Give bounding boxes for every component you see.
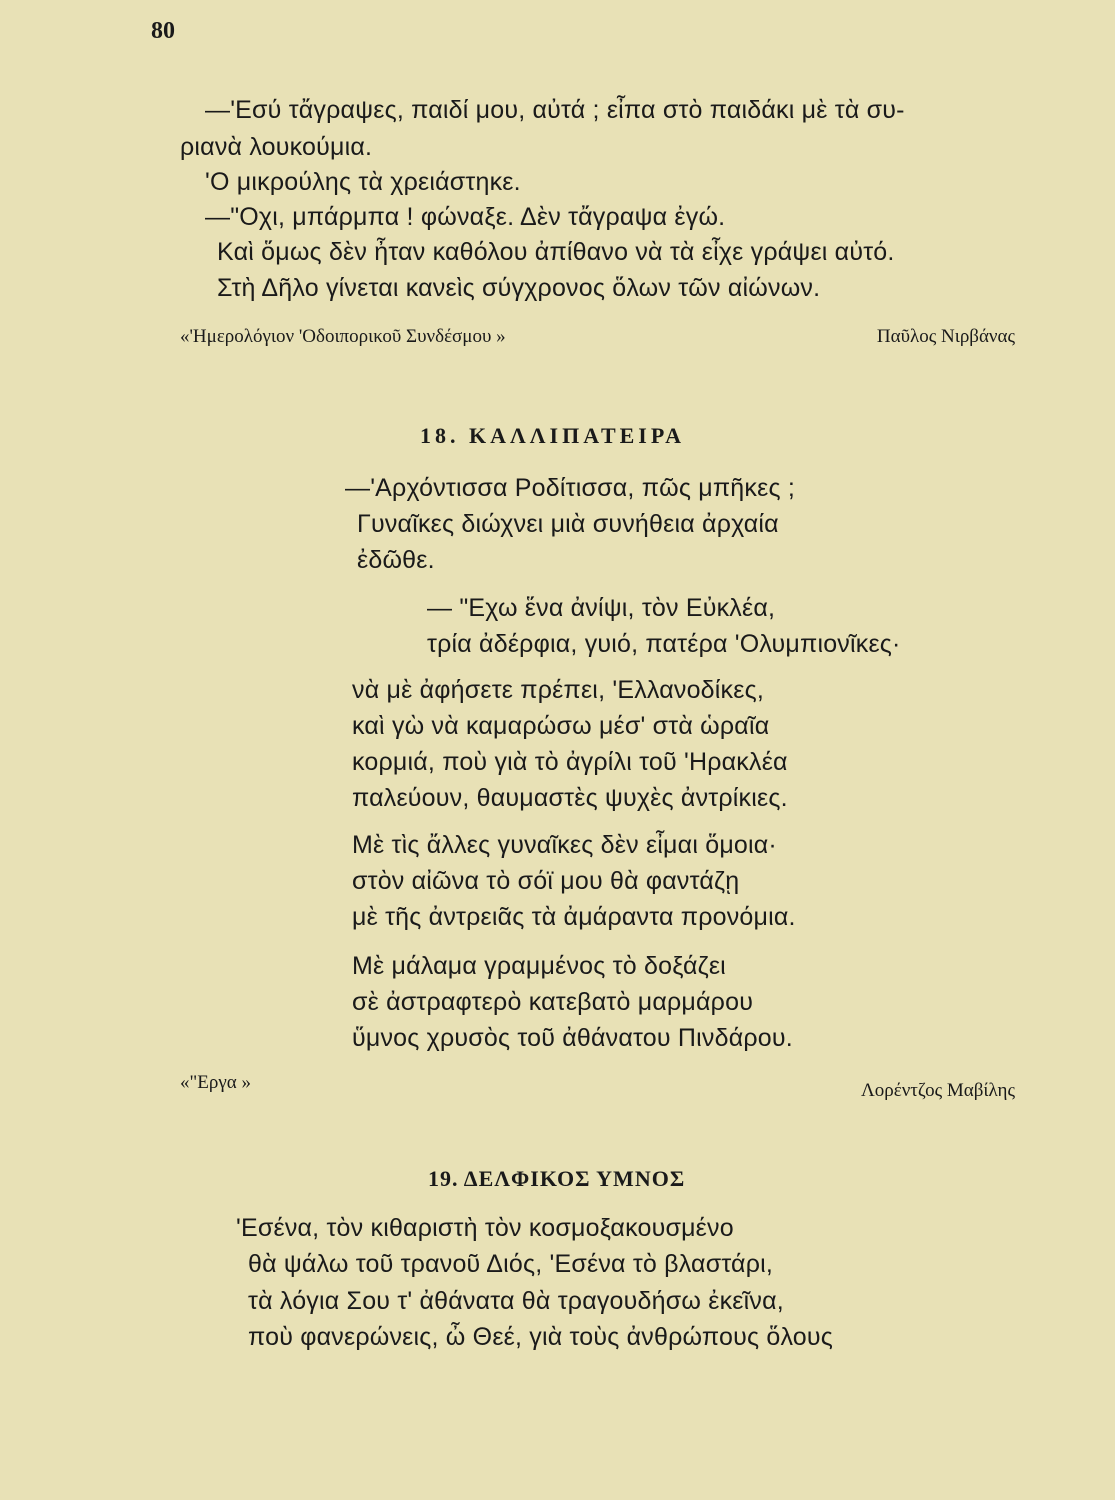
section-heading-18: 18. ΚΑΛΛΙΠΑΤΕΙΡΑ — [420, 423, 685, 448]
poem-line-6: νὰ μὲ ἀφήσετε πρέπει, 'Ελλανοδίκες, — [352, 676, 764, 704]
poem-line-10: Μὲ τὶς ἄλλες γυναῖκες δὲν εἶμαι ὅμοια· — [352, 831, 777, 859]
poem-line-8: κορμιά, ποὺ γιὰ τὸ ἀγρίλι τοῦ 'Ηρακλέα — [352, 748, 788, 776]
prose-line-5: Καὶ ὅμως δὲν ἦταν καθόλου ἀπίθανο νὰ τὰ εἶχε γράψει αὐτό. — [217, 238, 895, 266]
poem-line-15: ὕμνος χρυσὸς τοῦ ἀθάνατου Πινδάρου. — [352, 1024, 793, 1052]
prose-line-1: —'Εσύ τἄγραψες, παιδί μου, αὐτά ; εἶπα στὸ παιδάκι μὲ τὰ συ- — [205, 96, 905, 124]
poem-line-11: στὸν αἰῶνα τὸ σόϊ μου θὰ φαντάζῃ — [352, 867, 740, 895]
source-citation-2: «"Εργα » — [180, 1072, 251, 1093]
poem-line-12: μὲ τῆς ἀντρειᾶς τὰ ἀμάραντα προνόμια. — [352, 903, 796, 931]
hymn-line-2: θὰ ψάλω τοῦ τρανοῦ Διός, 'Εσένα τὸ βλαστάρι, — [248, 1250, 774, 1278]
hymn-line-1: 'Εσένα, τὸν κιθαριστὴ τὸν κοσμοξακουσμένο — [236, 1214, 734, 1242]
poem-line-9: παλεύουν, θαυμαστὲς ψυχὲς ἀντρίκιες. — [352, 784, 788, 812]
page-number: 80 — [151, 18, 175, 44]
section-heading-19: 19. ΔΕΛΦΙΚΟΣ ΥΜΝΟΣ — [428, 1166, 686, 1191]
author-name-2: Λορέντζος Μαβίλης — [860, 1080, 1015, 1101]
prose-line-4: —"Οχι, μπάρμπα ! φώναξε. Δὲν τἄγραψα ἐγώ. — [205, 203, 726, 231]
prose-line-6: Στὴ Δῆλο γίνεται κανεὶς σύγχρονος ὅλων τῶν αἰώνων. — [217, 274, 821, 302]
poem-line-4: — "Εχω ἕνα ἀνίψι, τὸν Εὐκλέα, — [427, 594, 776, 622]
author-name-1: Παῦλος Νιρβάνας — [876, 326, 1015, 347]
hymn-line-4: ποὺ φανερώνεις, ὦ Θεέ, γιὰ τοὺς ἀνθρώπους ὅλους — [248, 1323, 833, 1351]
poem-line-2: Γυναῖκες διώχνει μιὰ συνήθεια ἀρχαία — [357, 510, 779, 538]
poem-line-13: Μὲ μάλαμα γραμμένος τὸ δοξάζει — [352, 952, 726, 980]
prose-line-3: 'Ο μικρούλης τὰ χρειάστηκε. — [205, 168, 521, 196]
source-citation-1: «'Ημερολόγιον 'Οδοιπορικοῦ Συνδέσμου » — [180, 326, 506, 347]
poem-line-3: ἐδῶθε. — [357, 546, 435, 574]
poem-line-5: τρία ἀδέρφια, γυιό, πατέρα 'Ολυμπιονῖκες· — [427, 630, 901, 658]
poem-line-7: καὶ γὼ νὰ καμαρώσω μέσ' στὰ ὡραῖα — [352, 712, 770, 740]
prose-line-2: ριανὰ λουκούμια. — [180, 133, 373, 161]
poem-line-14: σὲ ἀστραφτερὸ κατεβατὸ μαρμάρου — [352, 988, 754, 1016]
hymn-line-3: τὰ λόγια Σου τ' ἀθάνατα θὰ τραγουδήσω ἐκεῖνα, — [248, 1287, 784, 1315]
poem-line-1: —'Αρχόντισσα Ροδίτισσα, πῶς μπῆκες ; — [345, 474, 795, 502]
